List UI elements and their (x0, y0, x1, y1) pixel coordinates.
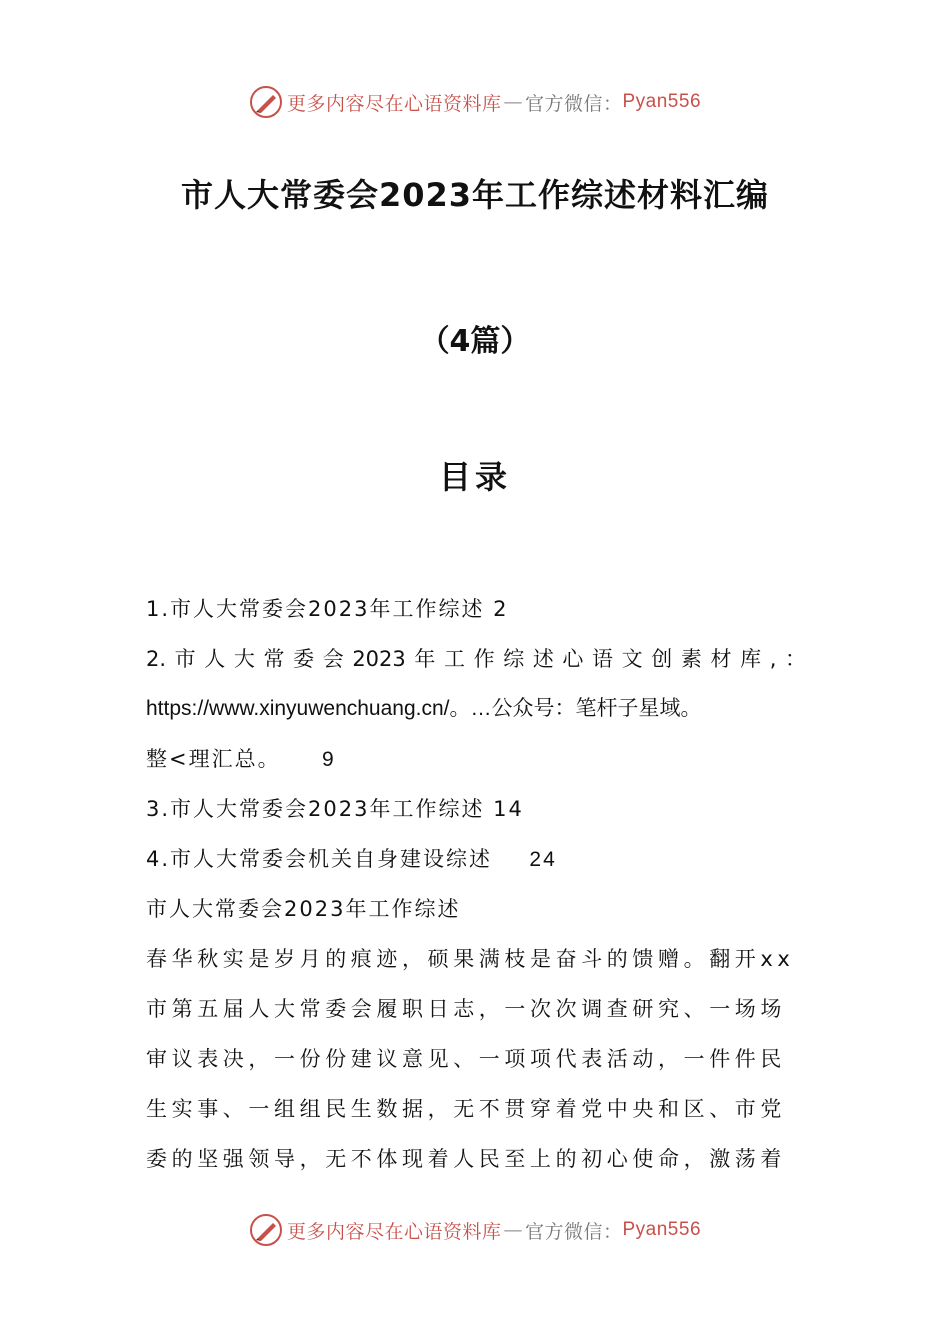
document-body (146, 584, 806, 1184)
article-heading: 市人大常委会2023年工作综述 (146, 897, 461, 921)
paragraph-line: 委的坚强领导，无不体现着人民至上的初心使命，激荡着 (146, 1147, 786, 1171)
watermark-text: 更多内容尽在心语资料库 (286, 92, 502, 115)
toc-item-2-char: 委 (293, 647, 315, 671)
toc-item-2-char: 常 (263, 647, 285, 671)
toc-item-2[interactable] (146, 634, 806, 684)
toc-item-3[interactable]: 3.市人大常委会2023年工作综述 14 (146, 797, 524, 821)
wechat-id: Pyan556 (622, 91, 702, 112)
toc-item-2-char: , (769, 647, 777, 671)
toc-heading: 目录 (438, 458, 511, 496)
toc-item-4[interactable] (146, 834, 806, 884)
paragraph-line: 春华秋实是岁月的痕迹，硕果满枝是奋斗的馈赠。翻开xx (146, 947, 795, 971)
pen-logo-icon (249, 85, 283, 119)
watermark-separator: — (503, 91, 523, 113)
article-paragraph (146, 934, 806, 1184)
toc-item-2-end (146, 734, 806, 784)
toc-item-2-end-text: 整<理汇总。 (146, 747, 281, 771)
toc-item-2-char: 创 (651, 647, 673, 671)
document-title: 市人大常委会2023年工作综述材料汇编 (180, 176, 770, 214)
toc-item-2-page: 9 (321, 748, 336, 771)
toc-item-2-char: ： (784, 647, 806, 671)
toc-item-2-url-line[interactable]: https://www.xinyuwenchuang.cn/。…公众号：笔杆子星域。 (146, 697, 702, 720)
toc-item-2-char: 工 (443, 647, 465, 671)
toc-item-2-char: 心 (562, 647, 584, 671)
toc-item-2-char: 素 (680, 647, 702, 671)
wechat-label: 官方微信： (524, 92, 623, 115)
toc-item-4-page: 24 (529, 848, 557, 871)
toc-item-2-char: 大 (233, 647, 255, 671)
toc-item-2-char: 述 (532, 647, 554, 671)
watermark-separator: — (503, 1219, 523, 1241)
header-watermark (0, 82, 950, 122)
toc-item-2-char: 作 (473, 647, 495, 671)
toc-item-2-char: 材 (710, 647, 732, 671)
paragraph-line: 生实事、一组组民生数据，无不贯穿着党中央和区、市党 (146, 1097, 786, 1121)
toc-item-2-char: 年 (414, 647, 436, 671)
toc-item-2-char: 2. (146, 647, 167, 671)
paragraph-line: 审议表决，一份份建议意见、一项项代表活动，一件件民 (146, 1047, 786, 1071)
footer-watermark (0, 1210, 950, 1250)
document-subtitle: （4篇） (419, 324, 531, 359)
toc-item-2-char: 市 (174, 647, 196, 671)
toc-item-2-char: 会 (322, 647, 344, 671)
watermark-text: 更多内容尽在心语资料库 (286, 1220, 502, 1243)
toc-item-2-char: 文 (621, 647, 643, 671)
toc-item-2-char: 综 (503, 647, 525, 671)
toc-item-2-char: 2023 (352, 647, 406, 671)
toc-item-1[interactable]: 1.市人大常委会2023年工作综述 2 (146, 597, 509, 621)
toc-item-4-text: 4.市人大常委会机关自身建设综述 (146, 847, 493, 871)
pen-logo-icon (249, 1213, 283, 1247)
wechat-id: Pyan556 (622, 1219, 702, 1240)
paragraph-line: 市第五届人大常委会履职日志，一次次调查研究、一场场 (146, 997, 786, 1021)
toc-item-2-char: 人 (204, 647, 226, 671)
toc-item-2-char: 语 (592, 647, 614, 671)
toc-item-2-char: 库 (740, 647, 762, 671)
wechat-label: 官方微信： (524, 1220, 623, 1243)
